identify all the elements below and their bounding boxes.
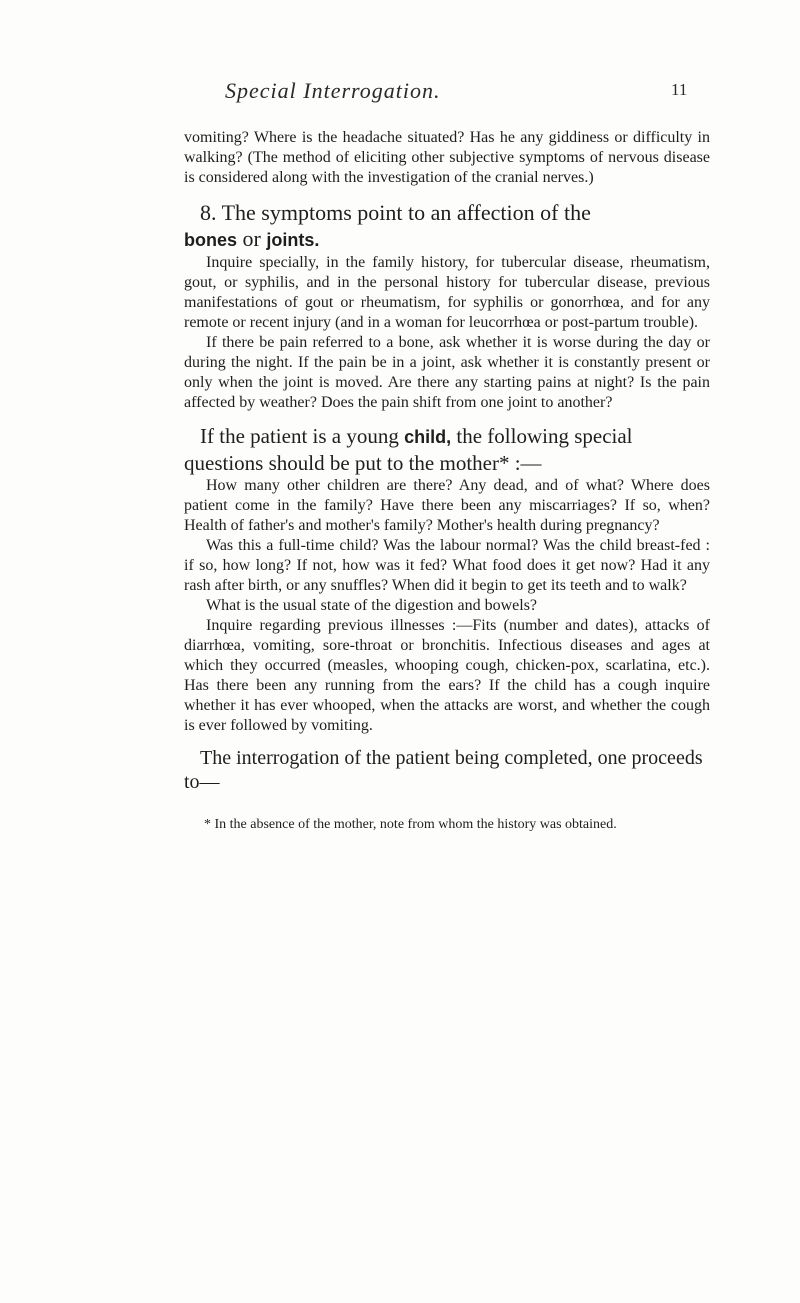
bones-bold-word: bones xyxy=(184,230,238,250)
closing-sentence: The interrogation of the patient being completed, one proceeds to— xyxy=(184,747,703,793)
child-lead-after: the following special questions should be put to the mother* :— xyxy=(184,424,633,475)
section-8-heading-line2 xyxy=(184,226,710,253)
page-body xyxy=(184,128,710,834)
section-8-heading-text: 8. The symptoms point to an affection of the xyxy=(200,200,591,225)
inquire-paragraph: Inquire specially, in the family history, for tubercular disease, rheumatism, gout, or syphilis, and in the personal history for tubercular disease, previous manifestations of gout or rheumatism, for syphilis or gonorrhœa, and for any remote or recent injury (and in a woman for leucorrhœa or post-partum trouble). xyxy=(184,254,710,331)
fulltime-paragraph: Was this a full-time child? Was the labour normal? Was the child breast-fed : if so, how long? If not, how was it fed? What food does it get now? Had it any rash after birth, or any snuffles? When did it begin to get its teeth and to walk? xyxy=(184,537,710,594)
section-8-heading xyxy=(184,200,710,226)
joints-bold-word: joints. xyxy=(266,230,320,250)
continuation-paragraph: vomiting? Where is the headache situated? Has he any giddiness or difficulty in walking? (The method of eliciting other subjective symptoms of nervous disease is considered along with the investigation of the cranial nerves.) xyxy=(184,129,710,186)
digestion-paragraph: What is the usual state of the digestion and bowels? xyxy=(206,597,538,614)
or-word: or xyxy=(242,226,261,251)
children-paragraph: How many other children are there? Any dead, and of what? Where does patient come in the family? Have there been any miscarriages? If so, when? Health of father's and mother's family? Mother's health during pregnancy? xyxy=(184,477,710,534)
page-number: 11 xyxy=(671,80,688,99)
child-section-lead xyxy=(184,423,710,476)
running-title: Special Interrogation. xyxy=(225,78,441,103)
footnote: * In the absence of the mother, note from whom the history was obtained. xyxy=(204,817,617,832)
child-bold-word: child, xyxy=(404,427,452,447)
child-lead-before: If the patient is a young xyxy=(200,424,399,448)
pain-paragraph: If there be pain referred to a bone, ask whether it is worse during the day or during the night. If the pain be in a joint, ask whether it is constantly present or only when the joint is moved. Are there any starting pains at night? Is the pain affected by weather? Does the pain shift from one joint to another? xyxy=(184,334,710,411)
illnesses-paragraph: Inquire regarding previous illnesses :—Fits (number and dates), attacks of diarrhœa, vomiting, sore-throat or bronchitis. Infectious diseases and ages at which they occurred (measles, whooping cough, chicken-pox, scarlatina, etc.). Has there been any running from the ears? If the child has a cough inquire whether it has ever whooped, when the attacks are worst, and whether the cough is ever followed by vomiting. xyxy=(184,617,710,734)
